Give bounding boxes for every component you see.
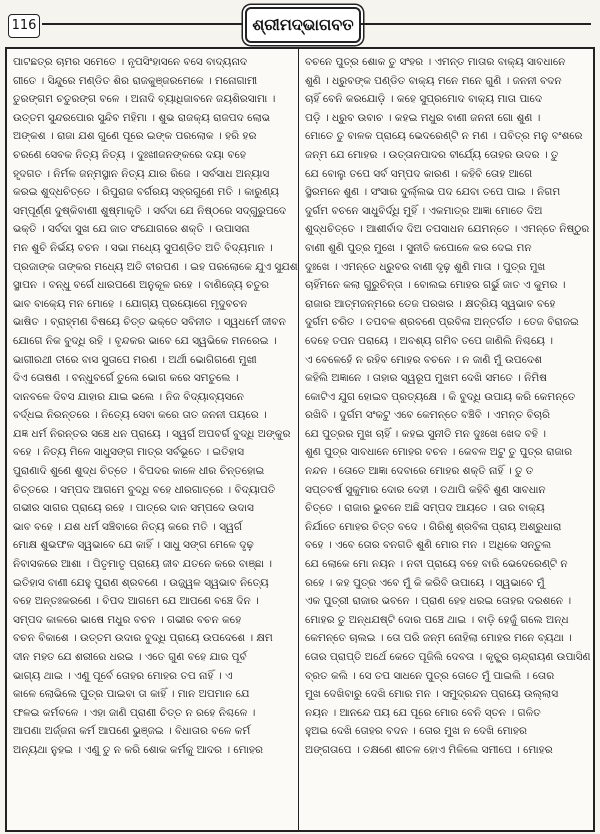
text-line: ଦୁର୍ଗମ ଚରିତ । ତପବଳ ଶ୍ରବଣେ ପ୍ରବିଳା ଅନ୍ତର୍ଗତ । ତେଜ ବିରାଜଇ (305, 316, 579, 329)
text-line: ଚାହିଁମନେ କଲା ଗୁରୁଚିନ୍ତା । ବୋଲଇ ମୋହର ଗର୍ଭୁ ଜାତ ଏ କୁମର । (305, 279, 566, 292)
text-line: ଦୁର୍ଗମ ବଚନେ ସାଧୁବିର୍ଦ୍ଧି ମୁହିଁ । ଏକମାତ୍ର ଆଜ୍ଞା ମୋତେ ଦିଅ (305, 204, 543, 217)
text-line: ଭାଗ୍ୟ ଥାଇ । ଏଣୁ ପୂର୍ବେ ତୋହର ମୋହର ତପ ନାହିଁ । ଏ (13, 669, 233, 682)
text-line: ନନ୍ଦନ । ତୋତେ ଆଜ୍ଞା ଦେବାରେ ମୋହର ଶକ୍ତି ନାହିଁ । ତୁ ତ (305, 465, 534, 478)
text-line: ମୋତେ ତୁ ବାଳକ ପ୍ରାୟେ ଭେଦରେଣ୍ଟି ନ ମଣ । ପବିତ୍ର ମନୁ ବଂଶରେ (305, 130, 583, 143)
text-line: କୋଟିଏ ଯୁଗ ହୋଇବ ପ୍ରତ୍ୟକ୍ଷେ । କି ବୁଦ୍ଧି ଉପାୟ କରି କେମନ୍ତେ (305, 390, 576, 403)
text-line: ଭାଗୀରଥୀ ତୀରେ ବାସ ସୁତାପେ ମରଣ । ଅର୍ଥୀ ଭୋଗିଗଣେ ମୁଖୀ (13, 353, 257, 366)
right-column (305, 53, 591, 760)
header-rule-left (42, 23, 242, 25)
text-line: ନିର୍ଯାତେ ମୋହର ଚିତ୍ତ ବଦେ । ଗିରିଶୃ ଶ୍ରବିଳା ପ୍ରାୟ ଅଶ୍ରୁଧାରା (305, 520, 562, 533)
text-line: ଯେ ପୁତ୍ରର ମୁଖ ଚାହିଁ । କହଇ ସୁନୀତି ମନ ଦୁଃଖେ ଖେଦ ବହି । (305, 427, 546, 440)
text-line: ମୋହର ତୁ ଅନ୍ଧଯଷ୍ଟି ଦୋର ପଞ୍ଚେ ଥାଇ । ବାଡ଼ି ହେଜୁଁ ଗଲେ ଅନ୍ଧ (305, 613, 569, 626)
text-line: ଯେ ବୋଲୁ ତପେ ସର୍ବ ସମ୍ପଦ କାରଣ । କହିବି ତୋହ ଆଗେ (305, 167, 533, 180)
text-line: ତୋର ପ୍ରାପ୍ତି ଅର୍ଥେ କେତେ ପୂଜିଲି ଦେବତା । କୃଚ୍ଛ୍ର ଚାନ୍ଦ୍ରାୟଣ ଉପାସିଣ (305, 651, 591, 663)
text-line: ପାଟଛତ୍ର ଚାମର ସମେତେ । ନୃପସିଂହାସନେ ବସେ ବାଦ୍ୟନାଦ (13, 56, 248, 68)
text-line: ସପ୍ତବର୍ଷ ସୁକୁମାର ଦୋର ଦେହୀ । ତଥାପି କହିବି ଶୁଣ ସାବଧାନ (305, 483, 546, 496)
page-title: ଶ୍ରୀମଦ୍ଭାଗବତ (252, 15, 354, 34)
text-line: ବଚନ ବିକାଶେ । ଉତ୍ତମ ଉଦାର ବୁଦ୍ଧି ପ୍ରାୟେ ଉପଦେଶେ । କ୍ଷମ (13, 632, 273, 645)
page-header (0, 0, 600, 48)
text-line: କେମନ୍ତେ ଚାଲଇ । ତୋ ପରି ଜନ୍ମ ନୋହିଲା ମୋହର ମନେ ବ୍ୟଥା । (305, 632, 572, 645)
text-line: ବହେ । ଏବେ ତୋର ବନଗତି ଶୁଣି ମୋର ମନ । ଅଧିକେ ସନ୍ତୁଲ (305, 539, 552, 552)
text-line: ବହେ ଅନ୍ତଃକରଣେ । ବିପଦ ଆଗମେ ଯେ ଆପଣେ ବଞ୍ଚେ ଦିନ । (13, 595, 259, 608)
text-line: ଏକ ପୁତ୍ରୀ ରାଜାର ଭବନେ । ପ୍ରାଣ ହେହ ଧରଇ ତୋହର ଦରଶନେ । (305, 595, 572, 608)
text-line: ଶୁଣ ପୁତ୍ର ସାବଧାନେ ମୋହର ବଚନ । କେବଳ ଅଟୁ ତୁ ପୁତ୍ର ରାଜାର (305, 446, 573, 459)
page-number: 116 (8, 14, 40, 38)
text-line: ବ୍ରତ କଲି । ସେ ତପ ସାଧନେ ପୁତ୍ର ତୋତେ ମୁଁ ପାଇଲି । ତୋର (305, 669, 555, 682)
text-line: ଫଳଇ କର୍ମବଳେ । ଏହା ଜାଣି ପ୍ରାଣୀ ଚିତ୍ତ ନ ରହେ ନିଶ୍ଚଳେ । (13, 706, 256, 719)
text-line: ଗୀତେ । ସିନ୍ଦୁରେ ମଣ୍ଡିତ ଶିର ରାଜକୁଞ୍ଜରମେକେ । ମନୋଗାମୀ (13, 74, 258, 87)
title-frame (245, 7, 361, 43)
text-line: ମୋକ୍ଷ ଶୁଭଫଳ ସ୍ୱଭାବେ ଯେ କାହିଁ । ସାଧୁ ସଙ୍ଗ ମେଳେ ଦୃଢ଼ (13, 539, 254, 552)
text-line: ଅଙ୍କଶ । ରାଜା ଯଶ ଗୁଣେ ପୂରେ ଇଙ୍କ ପରଲୋକ । ହରି ହର (13, 130, 257, 143)
text-line: ଭାଷିତ । ବ୍ରାହ୍ମଣ ବିଷୟେ ଚିତ୍ତ ଭକ୍ତେ ସବିନୀତ । ସ୍ୱଧର୍ମେ ଜୀବନ (13, 316, 286, 329)
text-line: ଶୁଣି । ଧ୍ରୁବଙ୍କ ପଣ୍ଡିତ ବାକ୍ୟ ମନେ ମନେ ଗୁଣି । ଜନନୀ ବଦନ (305, 74, 562, 87)
text-line: ଚିତ୍ତେ । ରାଜାର ଭୁବନେ ଅଛି ସମ୍ପଦ ଆୟତେ । ତାର ବାକ୍ୟ (305, 502, 545, 515)
text-line: ଯେ ଲୋକେ ମୋ ନୟନ । ନବୀ ପ୍ରାୟେ ବହେ ବାରି ଭେଦେରେଣ୍ଟି ନ (305, 558, 568, 571)
text-line: ଭକ୍ତି । ସର୍ବଦା ସୁଖ ଯେ ଜାତ ସଂଯୋଗରେ ଶକ୍ତି । ଉପାସନା (13, 223, 250, 236)
text-line: ପଡ଼ି । ଧ୍ରୁବ ଉବାଚ । କହଇ ମଧୁର ବାଣୀ ଜନନୀ ଗୋ ଶୁଣ । (305, 111, 541, 124)
text-line: ନୟନ । ଆନନ୍ଦେ ପୟ ଯେ ପୂରେ ମୋର ବେନି ସ୍ତନ । ଗଳିତ (305, 706, 541, 719)
text-line: ଅଙ୍ଗତାପେ । ତକ୍ଷଣେ ଶୀତଳ ହୋଏ ମିଳିଲେ ସମୀପେ । ମୋହର (305, 743, 553, 756)
text-line: ସ୍ଥିରମନେ ଶୁଣ । ସଂସାର ଦୁର୍ଲ୍ଲଭ ପଦ ଯେବା ତପେ ପାଇ । ନିଗମ (305, 186, 561, 199)
text-line: ଆପଣା ଅର୍ଜ୍ଜନା କର୍ମ ଆପଣେ ଭୁଞ୍ଜଇ । ବିଧାତାର ବଳେ କର୍ମ (13, 725, 251, 738)
text-line: ମୁଖ ଦେଖିବାରୁ ଦେଖି ମୋର ମନ । ସମୁଦ୍ରନ୍ଦନ ପ୍ରାୟେ ଉଲ୍ଲାସ (305, 688, 559, 701)
text-line: କାଳେ ଲୋଭିଲେ ପୁତ୍ର ପାଇବା ତା କାହିଁ । ମାନ ଅପମାନ ଯେ (13, 688, 250, 701)
text-line: କହିଲି ଅଜ୍ଞାନେ । ତାହାର ସ୍ୱରୂପ ମୁଖମ ଦେଖି ସମତେ । ନିମିଷ (305, 372, 548, 385)
text-line: ଦିଏ ତୋଷଣ । ବନ୍ଧୁବର୍ଗେ ତୁଲେ ଭୋଗ କରେ ସମତୁଲେ । (13, 372, 239, 385)
left-column (13, 53, 299, 760)
text-line: ଜନ୍ମ ଯେ ମୋହର । ଉତ୍ତାନପାଦର ବୀର୍ଯ୍ୟେ ତୋହର ଉଦର । ତୁ (305, 148, 559, 161)
text-line: କରଇ ଶୁଦ୍ଧଚିତ୍ତେ । ରିପୁରାଜ ବର୍ଗରୟ ସହ୍ରଗୁଣେ ମତି । କାରୁଣ୍ୟ (13, 186, 279, 199)
text-line: ହୁଅଇ ଦେଖି ତୋହର ବଦନ । ତୋର ମୁଖ ନ ଦେଖି ମୋହର (305, 725, 527, 738)
text-line: ଚାହିଁ ବେନି କରଯୋଡ଼ି । କହେ ସୁପ୍ରମୋଦ ବାକ୍ୟ ମାତା ପାଦେ (305, 93, 543, 106)
column-divider (298, 49, 299, 830)
text-line: ସ୍ଥାପନ । ବନ୍ଧୁ ବର୍ଗେ ଧାରପଣେ ଅନୁକୂଳ ରହେ । ବାଣିଜ୍ୟେ ଚତୁର (13, 279, 269, 292)
text-line: ବହେ । ନିତ୍ୟ ମିଳେ ସାଧୁସଙ୍ଗ ମାତ୍ର ସର୍ବଭୂତେ । ଇତିହାସ (13, 446, 245, 459)
text-line: ଇତିହାସ ବାଣୀ ଯେହୁ ପୁରାଣ ଶ୍ରବଣେ । ଉଜ୍ଜ୍ୱଳ ସ୍ୱଭାବ ନିତ୍ୟେ (13, 576, 269, 589)
text-line: ଦେହେ ତପନ ପରାୟେ । ଅବଶ୍ୟ ଗମିବ ତପେ ଜାଣିଲି ନିଶ୍ଚୟେ । (305, 334, 554, 347)
text-line: ବର୍ଦ୍ଧଇ ନିରନ୍ତରେ । ନିତ୍ୟେ ସେବା କରେ ତାତ ଜନନୀ ପୟରେ । (13, 409, 267, 422)
text-line: ଯଜ୍ଞ ଧର୍ମ ନିରନ୍ତର ସଞ୍ଚେ ଧନ ପ୍ରାୟେ । ସ୍ୱର୍ଗ ଅପବର୍ଗ ବୁଦ୍ଧି ଅଙ୍କୁର (13, 427, 291, 440)
text-line: ଉତ୍ତମ ସୁନ୍ଦରପୋର ସୁନ୍ଦିବ ମହିମା । ଶୁଭ ରାଜକ୍ୟ ରାଜପଦ ଲୋଭ (13, 111, 270, 124)
text-line: ବଚନେ ପୁତ୍ର ଶୋକ ତୁ ସଂହର । ଏମନ୍ତ ମାତାର ବାକ୍ୟ ସାବଧାନେ (305, 56, 566, 68)
text-line: ଯୋଗେ ନିକ ବୁଦ୍ଧି ରହି । ବୃନ୍ଦକର ଭାବେ ଯେ ସ୍ୱଭିକେ ମନରେଇ । (13, 334, 277, 347)
text-line: ତୁରଙ୍ଗମ ଚତୁରଙ୍ଗ ବଳେ । ଅନାଦି ବ୍ୟାଧିଜାବନେ ଜୟଶିରସାମା । (13, 93, 276, 106)
text-line: ଭାବ ବହେ । ଯଶ ଧର୍ମ ସଞ୍ଚିବାରେ ନିତ୍ୟ କରେ ମତି । ସ୍ୱର୍ଗ (13, 520, 242, 533)
text-line: ରଖିବି । ଦୁର୍ଗମ ସଂକଟୁ ଏବେ କେମନ୍ତେ ବଞ୍ଚିବି । ଏମନ୍ତ ବିଚାରି (305, 409, 550, 422)
text-line: ରାଜାର ଆତ୍ମଜନ୍ମରେ ତେଜ ପରଖର । କ୍ଷତ୍ରିୟ ସ୍ୱଭାବ ବହେ (305, 297, 556, 310)
text-line: ମନ ଶୁଚି ନିର୍ଭୟ ବଚନ । ସଭା ମଧ୍ୟେ ସୁପଣ୍ଡିତ ଅତି ବିଦ୍ୟମାନ । (13, 241, 273, 254)
text-line: ଦୀନ ମହତ ଯେ ଶରୀରେ ଧରଇ । ଏତେ ଗୁଣ ବହେ ଯାର ପୂର୍ବ (13, 651, 247, 663)
text-line: ଚିତ୍ତରେ । ସମ୍ପଦ ଆଗମେ ବୁଦ୍ଧି ବହେ ଧୀରଗାତ୍ରେ । ବିଦ୍ୟାପତି (13, 483, 276, 496)
text-line: ଶୁଦ୍ଧଚିତ୍ତେ । ଆଶୀର୍ବାଦ ଦିଅ ତପସାଧନ ଯେମନ୍ତେ । ଏମନ୍ତେ ନିଷ୍ଠୁର (305, 223, 590, 236)
text-line: ନିବାସକରେ ଆଶା । ପିତୃମାତୃ ପ୍ରାୟେ ଜୀବ ଯତନେ କରେ ବାଞ୍ଛା । (13, 558, 272, 571)
text-line: ରହେ । କହ ପୁତ୍ର ଏବେ ମୁଁ କି କରିବି ଉପାୟେ । ସ୍ୱଭାବେ ମୁଁ (305, 576, 545, 589)
text-line: ପ୍ରଜାଙ୍କ ତାଙ୍କର ମଧ୍ୟେ ଅତି ବୀରପଣ । ଇହ ପରଲୋକେ ଯୁଏ ସୁଯଶ (13, 260, 298, 273)
header-rule-right (361, 23, 591, 25)
text-line: ବାଣୀ ଶୁଣି ପୁତ୍ର ମୁଖେ । ସୁନୀତି କପୋଳେ କର ଦେଇ ମନ (305, 241, 532, 254)
text-line: ଗଭୀର ସାଗର ପ୍ରାୟେ ରହେ । ପାତ୍ରେ ଦାନ ସମ୍ପଦେ ଉଦାସ (13, 502, 254, 515)
text-line: ଦୁଃଖେ । ଏମନ୍ତେ ଧ୍ରୁବର ବାଣୀ ଦୃଢ଼ ଶୁଣି ମାତା । ପୁତ୍ର ମୁଖ (305, 260, 546, 273)
text-line: ଦାନବଳେ ଦିବସ ଯାହାର ଯାଇ ଭଲେ । ନିଜ ବିଦ୍ୟାବ୍ୟସନେ (13, 390, 244, 403)
text-line: ସମ୍ପଦ କାଳରେ ଭାଷେ ମଧୁର ବଚନ । ଗଭୀର ବଚନ କହେ (13, 613, 242, 626)
text-line: ଅନ୍ୟଥା ନୁହଇ । ଏଣୁ ତୁ ନ କରି ଶୋକ କର୍ମକୁ ଆଦର । ମୋହର (13, 743, 263, 756)
text-line: ହୃଦଗତ । ନିର୍ମଳ ଜନ୍ମସ୍ଥାନ ନିତ୍ୟ ଯାର ରିଜେ । ସର୍ବସାଧ ଅନ୍ୟାସ (13, 167, 270, 180)
text-line: ଏ ବେଳେହେଁ ନ ରହିବ ମୋହର ବଚନେ । ନ ଜାଣି ମୁଁ ଉପଦେଶ (305, 353, 542, 366)
text-line: ସମ୍ପୂର୍ଣ୍ଣ ଦୁଷ୍କିବାଣୀ ଶୁଷ୍ମାକୃତି । ସର୍ବଦା ଯେ ନିଷ୍ଠରେ ସଦ୍ଗୁରୁପଦେ (13, 204, 287, 217)
text-frame (5, 47, 595, 832)
text-line: ପୁରାଣାଦି ଶୁଣେ ଶୁଦ୍ଧ ଚିତ୍ତେ । ବିପଦର କାଳେ ଧୀର ଚିନ୍ତହୋଇ (13, 465, 265, 478)
text-line: ଚରଣେ ସେବକ ନିତ୍ୟ ନିତ୍ୟ । ଦୁଃଖୀଜନଙ୍କରେ ଦୟା ବହେ (13, 148, 246, 161)
text-line: ଭାବ ବାକ୍ୟେ ମନ ମୋହେ । ଯୋଗ୍ୟ ପ୍ରୟୋଗେ ମୃଦୁବଚନ (13, 297, 248, 310)
